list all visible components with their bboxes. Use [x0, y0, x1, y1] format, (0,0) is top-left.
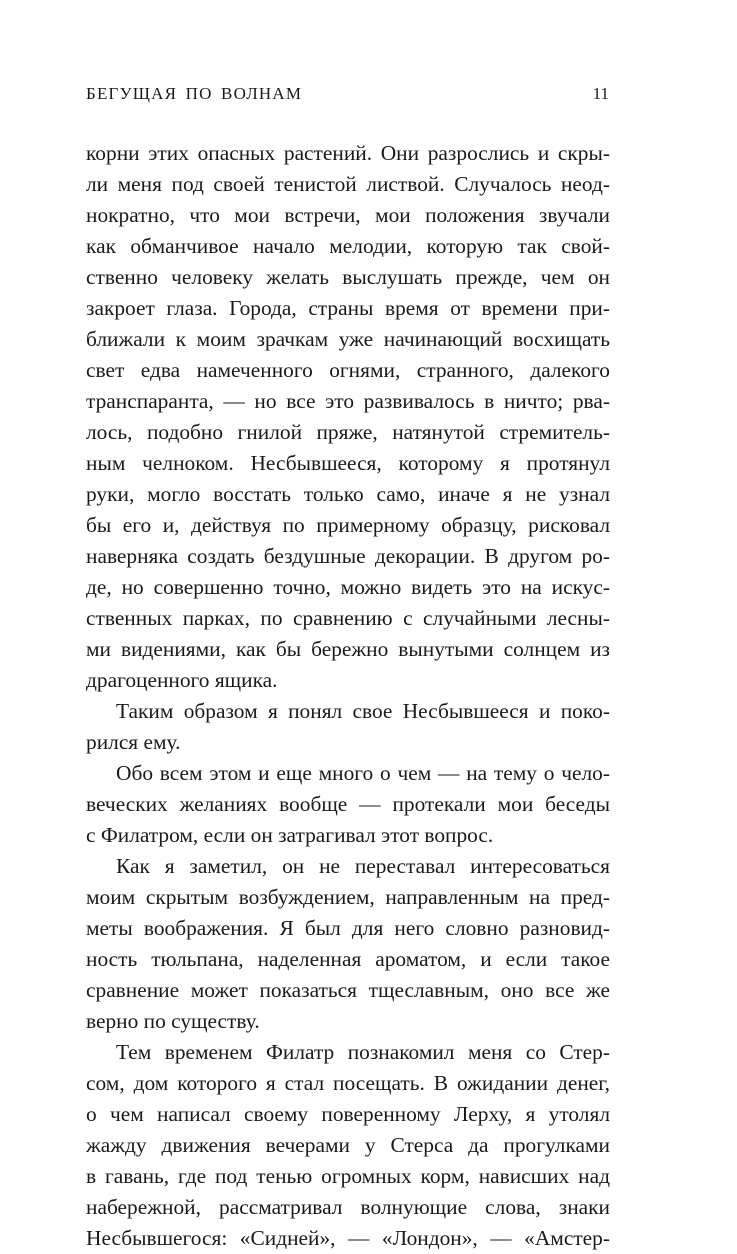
- text-line: де, но совершенно точно, можно видеть это на искус-: [86, 575, 610, 599]
- text-line: ственных парках, по сравнению с случайными лесны-: [86, 606, 610, 630]
- running-title: БЕГУЩАЯ ПО ВОЛНАМ: [86, 84, 303, 103]
- text-line: моим скрытым возбуждением, направленным на пред-: [86, 885, 610, 909]
- paragraph: [86, 696, 610, 758]
- text-line: транспаранта, — но все это развивалось в ничто; рва-: [86, 389, 610, 413]
- text-line: верно по существу.: [86, 1009, 260, 1033]
- text-line: рился ему.: [86, 730, 181, 754]
- text-line: бы его и, действуя по примерному образцу, рисковал: [86, 513, 610, 537]
- text-line: сравнение может показаться тщеславным, оно все же: [86, 978, 610, 1002]
- text-line: набережной, рассматривал волнующие слова, знаки: [86, 1195, 610, 1219]
- text-line: как обманчивое начало мелодии, которую так свой-: [86, 234, 610, 258]
- paragraph: [86, 758, 610, 851]
- text-line: нократно, что мои встречи, мои положения звучали: [86, 203, 610, 227]
- paragraph: [86, 138, 610, 696]
- text-line: сом, дом которого я стал посещать. В ожидании денег,: [86, 1071, 610, 1095]
- text-line: Обо всем этом и еще много о чем — на тему о чело-: [116, 761, 610, 785]
- text-line: закроет глаза. Города, страны время от времени при-: [86, 296, 610, 320]
- text-line: свет едва намеченного огнями, странного, далекого: [86, 358, 610, 382]
- paragraph: [86, 1037, 610, 1254]
- text-line: в гавань, где под тенью огромных корм, нависших над: [86, 1164, 610, 1188]
- text-line: ми видениями, как бы бережно вынутыми солнцем из: [86, 637, 610, 661]
- text-line: жажду движения вечерами у Стерса да прогулками: [86, 1133, 610, 1157]
- text-line: Как я заметил, он не переставал интересоваться: [116, 854, 610, 878]
- text-line: ли меня под своей тенистой листвой. Случалось неод-: [86, 172, 610, 196]
- text-line: меты воображения. Я был для него словно разновид-: [86, 916, 610, 940]
- text-line: ближали к моим зрачкам уже начинающий восхищать: [86, 327, 610, 351]
- text-line: ственно человеку желать выслушать прежде, чем он: [86, 265, 610, 289]
- text-line: Тем временем Филатр познакомил меня со Стер-: [116, 1040, 610, 1064]
- paragraph: [86, 851, 610, 1037]
- text-line: с Филатром, если он затрагивал этот вопрос.: [86, 823, 494, 847]
- text-line: руки, могло восстать только само, иначе я не узнал: [86, 482, 610, 506]
- text-line: веческих желаниях вообще — протекали мои беседы: [86, 792, 610, 816]
- text-line: лось, подобно гнилой пряже, натянутой стремитель-: [86, 420, 610, 444]
- body-text: [86, 138, 610, 1254]
- text-line: корни этих опасных растений. Они разрослись и скры-: [86, 141, 610, 165]
- text-line: Таким образом я понял свое Несбывшееся и поко-: [116, 699, 610, 723]
- text-line: Несбывшегося: «Сидней», — «Лондон», — «Амстер-: [86, 1226, 610, 1250]
- running-head: [86, 84, 609, 108]
- page-number: 11: [592, 84, 609, 103]
- text-line: ным челноком. Несбывшееся, которому я протянул: [86, 451, 610, 475]
- text-line: о чем написал своему поверенному Лерху, я утолял: [86, 1102, 610, 1126]
- text-line: наверняка создать бездушные декорации. В другом ро-: [86, 544, 610, 568]
- text-line: ность тюльпана, наделенная ароматом, и если такое: [86, 947, 610, 971]
- text-line: драгоценного ящика.: [86, 668, 278, 692]
